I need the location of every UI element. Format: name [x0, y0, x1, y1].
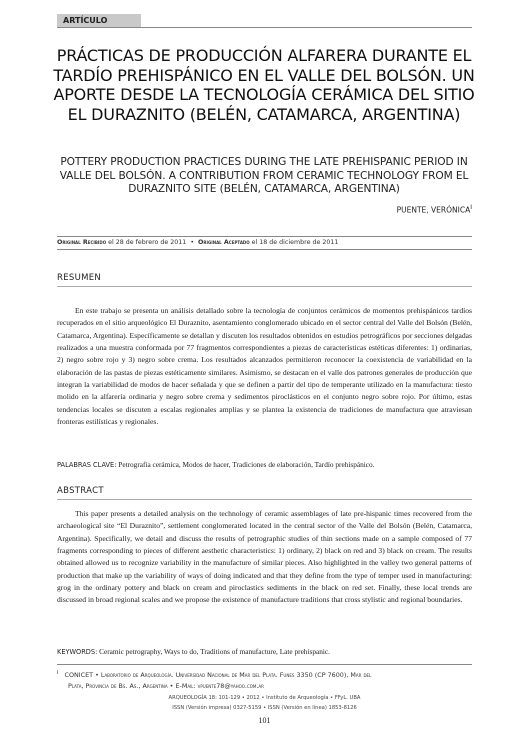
footnote-mark: I [57, 670, 59, 676]
header-rule [57, 27, 472, 28]
dates-rule-top [57, 236, 472, 237]
author-affiliation-footnote [57, 668, 472, 691]
received-date: el 28 de febrero de 2011 [108, 239, 187, 246]
article-subtitle-english: POTTERY PRODUCTION PRACTICES DURING THE LATE PREHISPANIC PERIOD IN VALLE DEL BOLSÓN. A CONTRIBUTION FROM CERAMIC TECHNOLOGY FROM EL DURAZNITO SITE (BELÉN, CATAMARCA, ARGENTINA) [59, 156, 469, 195]
page-number: 101 [258, 716, 271, 725]
dates-separator: • [190, 239, 195, 246]
footnote-rule [57, 664, 472, 665]
footnote-line-1 [57, 668, 472, 681]
keywords-label: KEYWORDS: [57, 648, 98, 656]
received-label: Original Recibido [57, 239, 107, 246]
keywords-text: Ceramic petrography, Ways to do, Traditions of manufacture, Late prehispanic. [99, 647, 330, 656]
resumen-heading: RESUMEN [57, 273, 102, 283]
footnote-affiliation: CONICET • Laboratorio de Arqueología. Universidad Nacional de Mar del Plata. Funes 3350 (CP 7600), Mar del [64, 671, 372, 680]
accepted-label: Original Aceptado [198, 239, 250, 246]
abstract-heading: ABSTRACT [57, 486, 104, 496]
resumen-text: En este trabajo se presenta un análisis detallado sobre la tecnología de conjuntos cerámicos de momentos prehispánicos tardíos recuperados en el sitio arqueológico El Duraznito, asentamiento conglomerado ubicado en el sector central del Valle del Bolsón (Belén, Catamarca, Argentina). Específicamente se detallan y discuten los resultados obtenidos en estudios petrográficos por secciones delgadas realizados a una muestra conformada por 77 fragmentos correspondientes a piezas de características estéticas diferentes: 1) ordinarias, 2) negro sobre rojo y 3) negro sobre crema. Los resultados alcanzados permitieron reconocer la coexistencia de variabilidad en la elaboración de las pastas de piezas estéticamente similares. Asimismo, se destacan en el valle dos patrones generales de producción que integran la variabilidad de modos de hacer señalada y que se definen a partir del tipo de temperante utilizado en la manufactura: tiesto molido en la alfarería ordinaria y negro sobre crema y sedimentos piroclásticos en el conjunto negro sobre rojo. Por último, estas tendencias locales se discuten a escalas regionales amplias y se plantea la existencia de tradiciones de manufactura que atraviesan fronteras estilísticas y regionales. [57, 306, 472, 427]
journal-issn: ISSN (Versión impresa) 0327-5159 • ISSN (Versión en línea) 1853-8126 [172, 705, 357, 711]
abstract-keywords [57, 647, 472, 657]
author-note-mark: I [470, 204, 472, 211]
accepted-date: el 18 de diciembre de 2011 [251, 239, 339, 246]
section-tag: ARTÍCULO [57, 14, 141, 27]
resumen-rule [57, 286, 472, 287]
resumen-keywords [57, 460, 472, 470]
author-line [397, 204, 472, 215]
submission-dates [57, 239, 472, 246]
article-title: PRÁCTICAS DE PRODUCCIÓN ALFARERA DURANTE EL TARDÍO PREHISPÁNICO EN EL VALLE DEL BOLSÓN. UN APORTE DESDE LA TECNOLOGÍA CERÁMICA DEL SITIO EL DURAZNITO (BELÉN, CATAMARCA, ARGENTINA) [53, 46, 475, 124]
journal-citation: ARQUEOLOGÍA 18: 101-129 • 2012 • Instituto de Arqueología • FFyL. UBA [168, 695, 361, 701]
footnote-line-2: Plata, Provincia de Bs. As., Argentina • E-Mail: vpuente78@yahoo.com.ar [68, 681, 264, 690]
abstract-text: This paper presents a detailed analysis on the technology of ceramic assemblages of late pre-hispanic times recovered from the archaeological site “El Duraznito”, settlement conglomerated located in the central sector of the Valle del Bolsón (Belén, Catamarca, Argentina). Specifically, we detail and discuss the results of petrographic studies of thin sections made on a sample composed of 77 fragments corresponding to pieces of different aesthetic characteristics: 1) ordinary, 2) black on red and 3) black on cream. The results obtained allowed us to recognize variability in the manufacture of similar pieces. Also highlighted in the valley two general patterns of production that make up the variability of ways of doing indicated and that they define from the type of temper used in manufacturing: grog in the ordinary pottery and black on cream and piroclastics sediments in the black on red set. Finally, these local trends are discussed in broad regional scales and we propose the existence of manufacture traditions that cross stylistic and regional boundaries. [57, 509, 472, 605]
dates-rule-bottom [57, 249, 472, 250]
abstract-rule [57, 499, 472, 500]
palabras-clave-label: PALABRAS CLAVE: [57, 461, 117, 469]
author-name: PUENTE, VERÓNICA [396, 205, 471, 215]
palabras-clave-text: Petrografía cerámica, Modos de hacer, Tradiciones de elaboración, Tardío prehispánico. [118, 460, 375, 469]
